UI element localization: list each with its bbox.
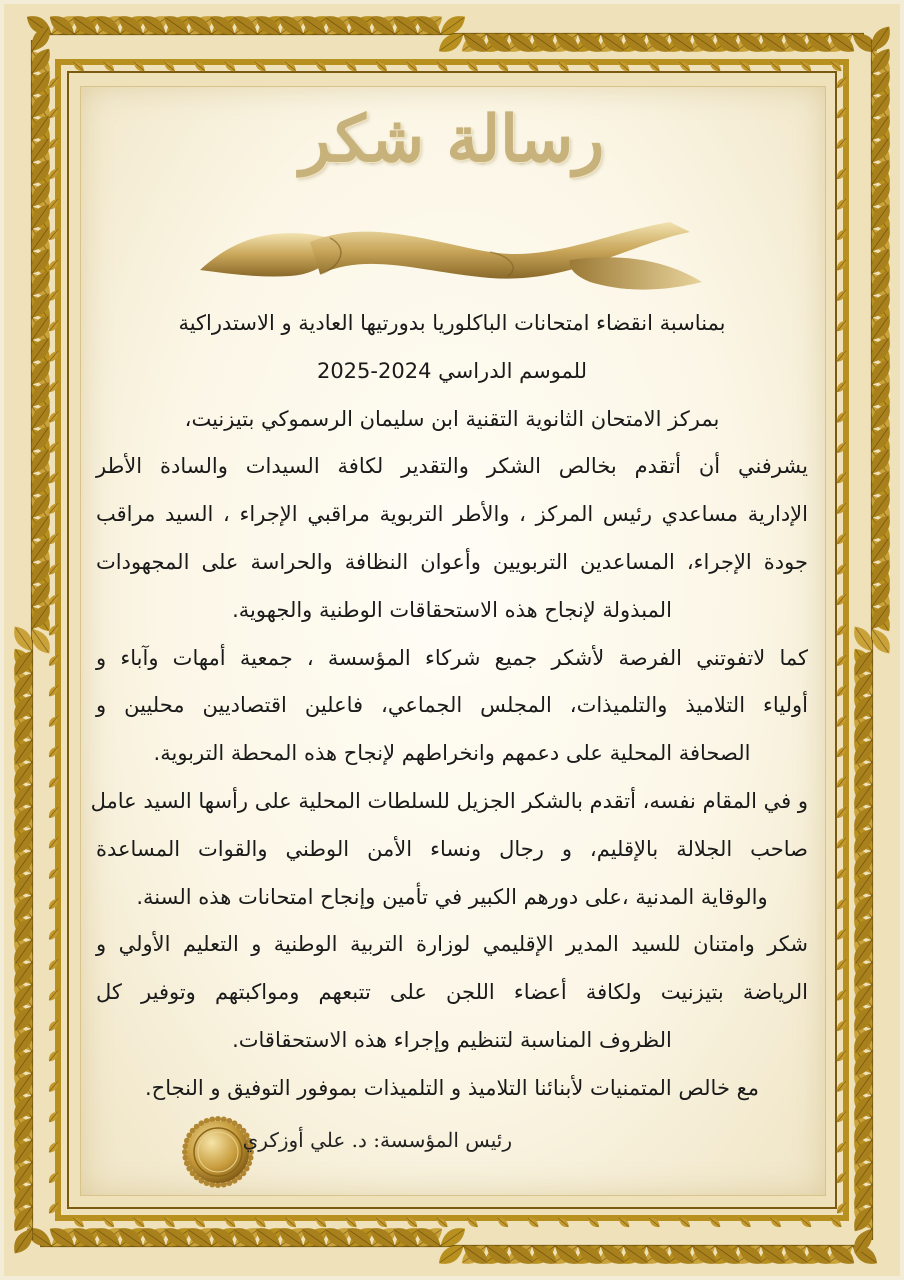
signature-block — [180, 1114, 520, 1186]
line-partners-2: أولياء التلاميذ والتلميذات، المجلس الجماعي، فاعلين اقتصاديين محليين و — [96, 693, 808, 718]
line-authorities-3: والوقاية المدنية ،على دورهم الكبير في تأمين وإنجاح امتحانات هذه السنة. — [136, 884, 768, 909]
line-season: للموسم الدراسي 2024-2025 — [316, 358, 588, 383]
line-partners-3: الصحافة المحلية على دعمهم وانخراطهم لإنجاح هذه المحطة التربوية. — [153, 741, 751, 766]
line-director-3: الظروف المناسبة لتنظيم وإجراء هذه الاستحقاقات. — [232, 1027, 672, 1052]
line-occasion: بمناسبة انقضاء امتحانات الباكلوريا بدورتيها العادية و الاستدراكية — [178, 311, 726, 335]
line-director-1: شكر وامتنان للسيد المدير الإقليمي لوزارة التربية الوطنية و التعليم الأولي و — [96, 932, 808, 957]
line-partners-1: كما لاتفوتني الفرصة لأشكر جميع شركاء المؤسسة ، جمعية أمهات وآباء و — [96, 645, 808, 670]
line-thanks-3: جودة الإجراء، المساعدين التربويين وأعوان النظافة والحراسة على المجهودات — [96, 549, 808, 574]
line-thanks-2: الإدارية مساعدي رئيس المركز ، والأطر التربوية مراقبي الإجراء ، السيد مراقب — [96, 502, 808, 527]
line-thanks-1: يشرفني أن أتقدم بخالص الشكر والتقدير لكافة السيدات والسادة الأطر — [96, 454, 808, 479]
line-authorities-2: صاحب الجلالة بالإقليم، و رجال ونساء الأمن الوطني والقوات المساعدة — [96, 836, 808, 861]
line-authorities-1: و في المقام نفسه، أتقدم بالشكر الجزيل للسلطات المحلية على رأسها السيد عامل — [90, 788, 808, 813]
signature-text: رئيس المؤسسة: د. علي أوزكري — [242, 1128, 512, 1152]
gold-ribbon-icon — [190, 212, 710, 302]
line-center: بمركز الامتحان الثانوية التقنية ابن سليمان الرسموكي بتيزنيت، — [184, 406, 720, 431]
line-wishes: مع خالص المتمنيات لأبنائنا التلاميذ و التلميذات بموفور التوفيق و النجاح. — [144, 1075, 760, 1100]
page-title: رسالة شكر — [299, 102, 605, 177]
letter-body — [90, 300, 808, 1113]
gold-seal-icon — [180, 1114, 256, 1190]
line-thanks-4: المبذولة لإنجاح هذه الاستحقاقات الوطنية والجهوية. — [232, 597, 672, 622]
line-director-2: الرياضة بتيزنيت ولكافة أعضاء اللجن على تتبعهم ومواكبتهم وتوفير كل — [96, 980, 808, 1005]
